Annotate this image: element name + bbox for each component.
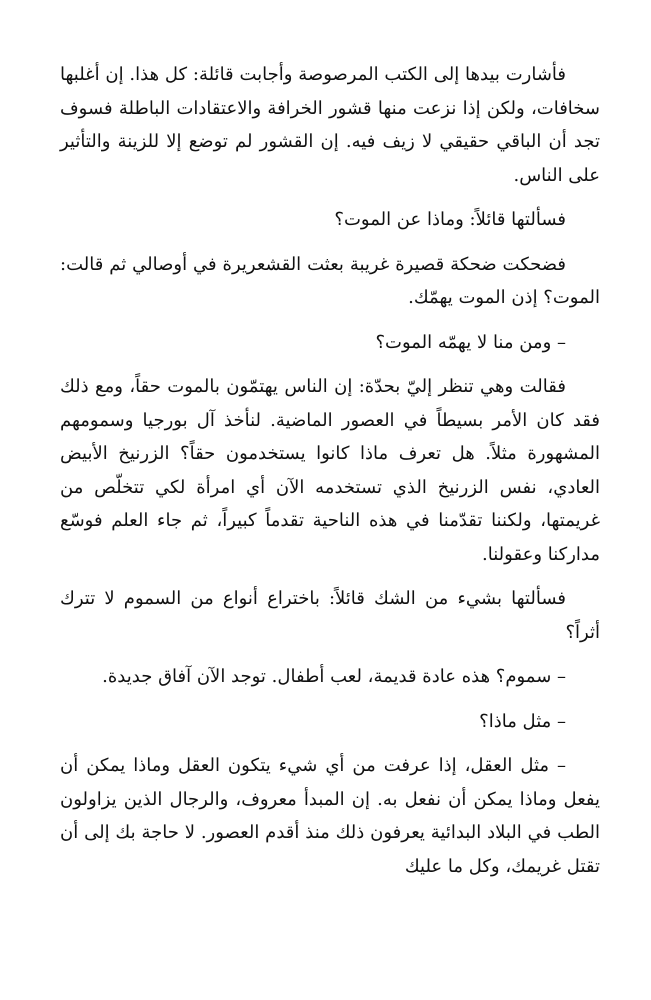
paragraph-8: – مثل ماذا؟ bbox=[479, 710, 566, 732]
paragraph-6: فسألتها بشيء من الشك قائلاً: باختراع أنواع من السموم لا تترك أثراً؟ bbox=[60, 588, 600, 643]
paragraph-1: فأشارت بيدها إلى الكتب المرصوصة وأجابت قائلة: كل هذا. إن أغلبها سخافات، ولكن إذا نزعت منها قشور الخرافة والاعتقادات الباطلة فسوف تجد أن الباقي حقيقي لا زيف فيه. إن القشور لم توضع إلا للزينة والتأثير على الناس. bbox=[60, 64, 600, 186]
paragraph-2: فسألتها قائلاً: وماذا عن الموت؟ bbox=[334, 209, 566, 230]
paragraph-9: – مثل العقل، إذا عرفت من أي شيء يتكون العقل وماذا يمكن أن يفعل وماذا يمكن أن نفعل به. إن المبدأ معروف، والرجال الذين يزاولون الطب في البلاد البدائية يعرفون ذلك منذ أقدم العصور. لا حاجة بك إلى أن تقتل غريمك، وكل ما عليك bbox=[60, 755, 600, 877]
paragraph-4: – ومن منا لا يهمّه الموت؟ bbox=[375, 331, 566, 353]
paragraph-5: فقالت وهي تنظر إليّ بحدّة: إن الناس يهتمّون بالموت حقاً، ومع ذلك فقد كان الأمر بسيطاً في العصور الماضية. لنأخذ آل بورجيا وسمومهم المشهورة مثلاً. هل تعرف ماذا كانوا يستخدمون حقاً؟ الزرنيخ الأبيض العادي، نفس الزرنيخ الذي تستخدمه الآن أي امرأة لكي تتخلّص من غريمتها، ولكننا تقدّمنا في هذه الناحية تقدماً كبيراً، ثم جاء العلم فوسّع مداركنا وعقولنا. bbox=[60, 376, 600, 565]
paragraph-7: – سموم؟ هذه عادة قديمة، لعب أطفال. توجد الآن آفاق جديدة. bbox=[102, 666, 566, 687]
book-page bbox=[60, 58, 600, 894]
paragraph-3: فضحكت ضحكة قصيرة غريبة بعثت القشعريرة في أوصالي ثم قالت: الموت؟ إذن الموت يهمّك. bbox=[60, 253, 600, 308]
